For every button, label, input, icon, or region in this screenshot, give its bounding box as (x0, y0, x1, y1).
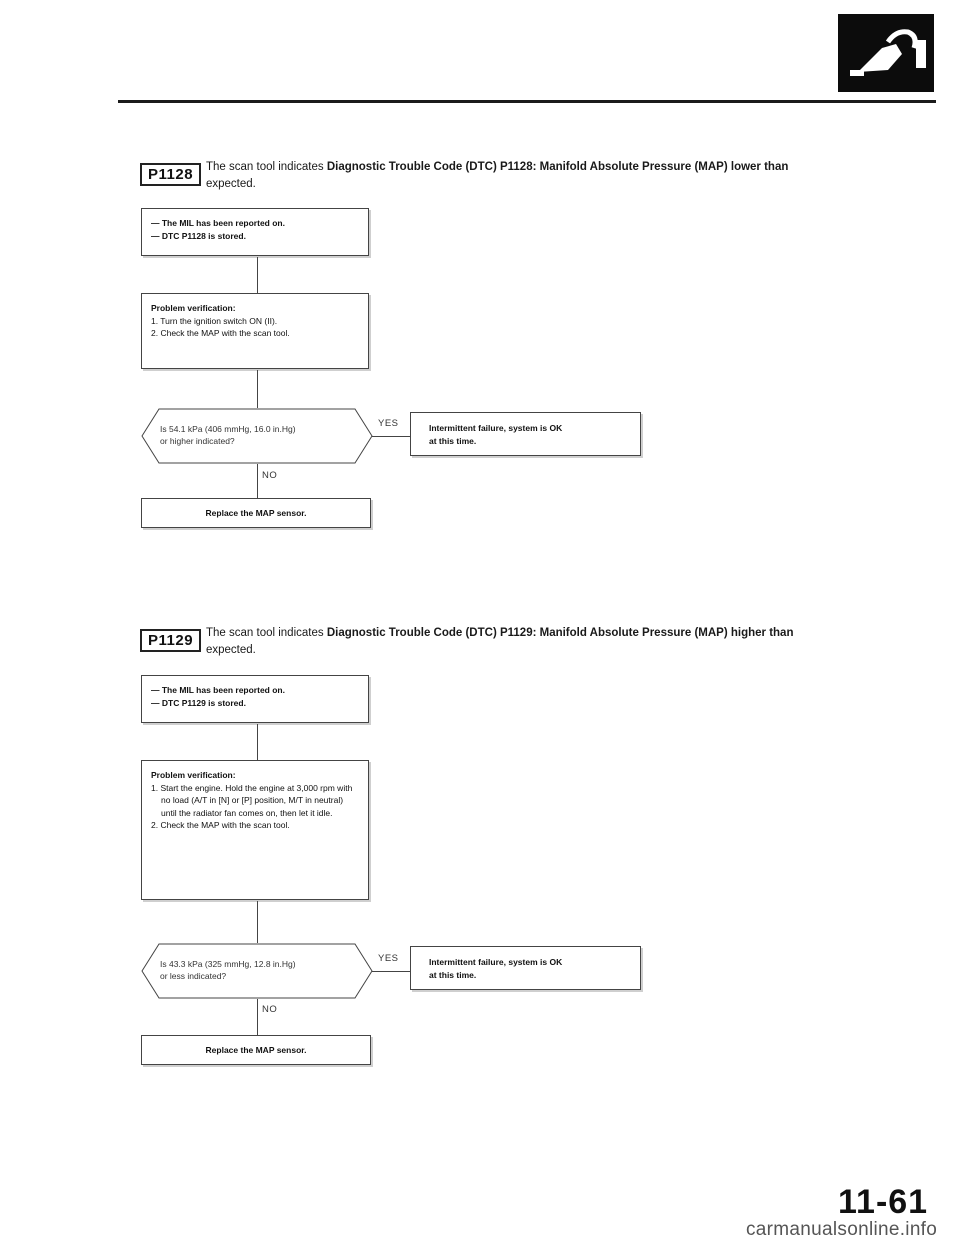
dtc-code-badge: P1128 (140, 163, 201, 186)
verification-box: Problem verification: 1. Turn the ignition switch ON (II). 2. Check the MAP with the scan tool. (141, 293, 369, 369)
condition-box: — The MIL has been reported on. — DTC P1128 is stored. (141, 208, 369, 256)
decision-question: Is 54.1 kPa (406 mmHg, 16.0 in.Hg) or higher indicated? (160, 424, 296, 446)
no-result-box: Replace the MAP sensor. (141, 1035, 371, 1065)
flow-line (372, 436, 410, 437)
flow-line (257, 724, 258, 760)
flow-line (257, 999, 258, 1035)
section-intro: The scan tool indicates Diagnostic Trouble Code (DTC) P1128: Manifold Absolute Pressure (MAP) lower than expected. (206, 161, 789, 190)
flow-line (257, 370, 258, 408)
no-result-box: Replace the MAP sensor. (141, 498, 371, 528)
verification-box: Problem verification: 1. Start the engine. Hold the engine at 3,000 rpm with no load (A/T in [N] or [P] position, M/T in neutral) until the radiator fan comes on, then let it idle. 2. Check the MAP with the scan tool. (141, 760, 369, 900)
yes-label: YES (378, 953, 399, 964)
yes-label: YES (378, 418, 399, 429)
condition-box: — The MIL has been reported on. — DTC P1129 is stored. (141, 675, 369, 723)
flow-line (257, 464, 258, 498)
engine-fuel-icon (838, 14, 934, 92)
yes-result-box: Intermittent failure, system is OK at this time. (410, 946, 641, 990)
header-rule (118, 100, 936, 103)
section-intro: The scan tool indicates Diagnostic Trouble Code (DTC) P1129: Manifold Absolute Pressure (MAP) higher than expected. (206, 627, 794, 656)
dtc-code-badge: P1129 (140, 629, 201, 652)
page-number: 11-61 (838, 1183, 929, 1221)
yes-result-box: Intermittent failure, system is OK at this time. (410, 412, 641, 456)
flow-line (257, 901, 258, 943)
flow-line (257, 257, 258, 293)
decision-question: Is 43.3 kPa (325 mmHg, 12.8 in.Hg) or less indicated? (160, 959, 296, 981)
watermark: carmanualsonline.info (746, 1219, 938, 1240)
no-label: NO (262, 470, 278, 481)
flow-line (372, 971, 410, 972)
no-label: NO (262, 1004, 278, 1015)
